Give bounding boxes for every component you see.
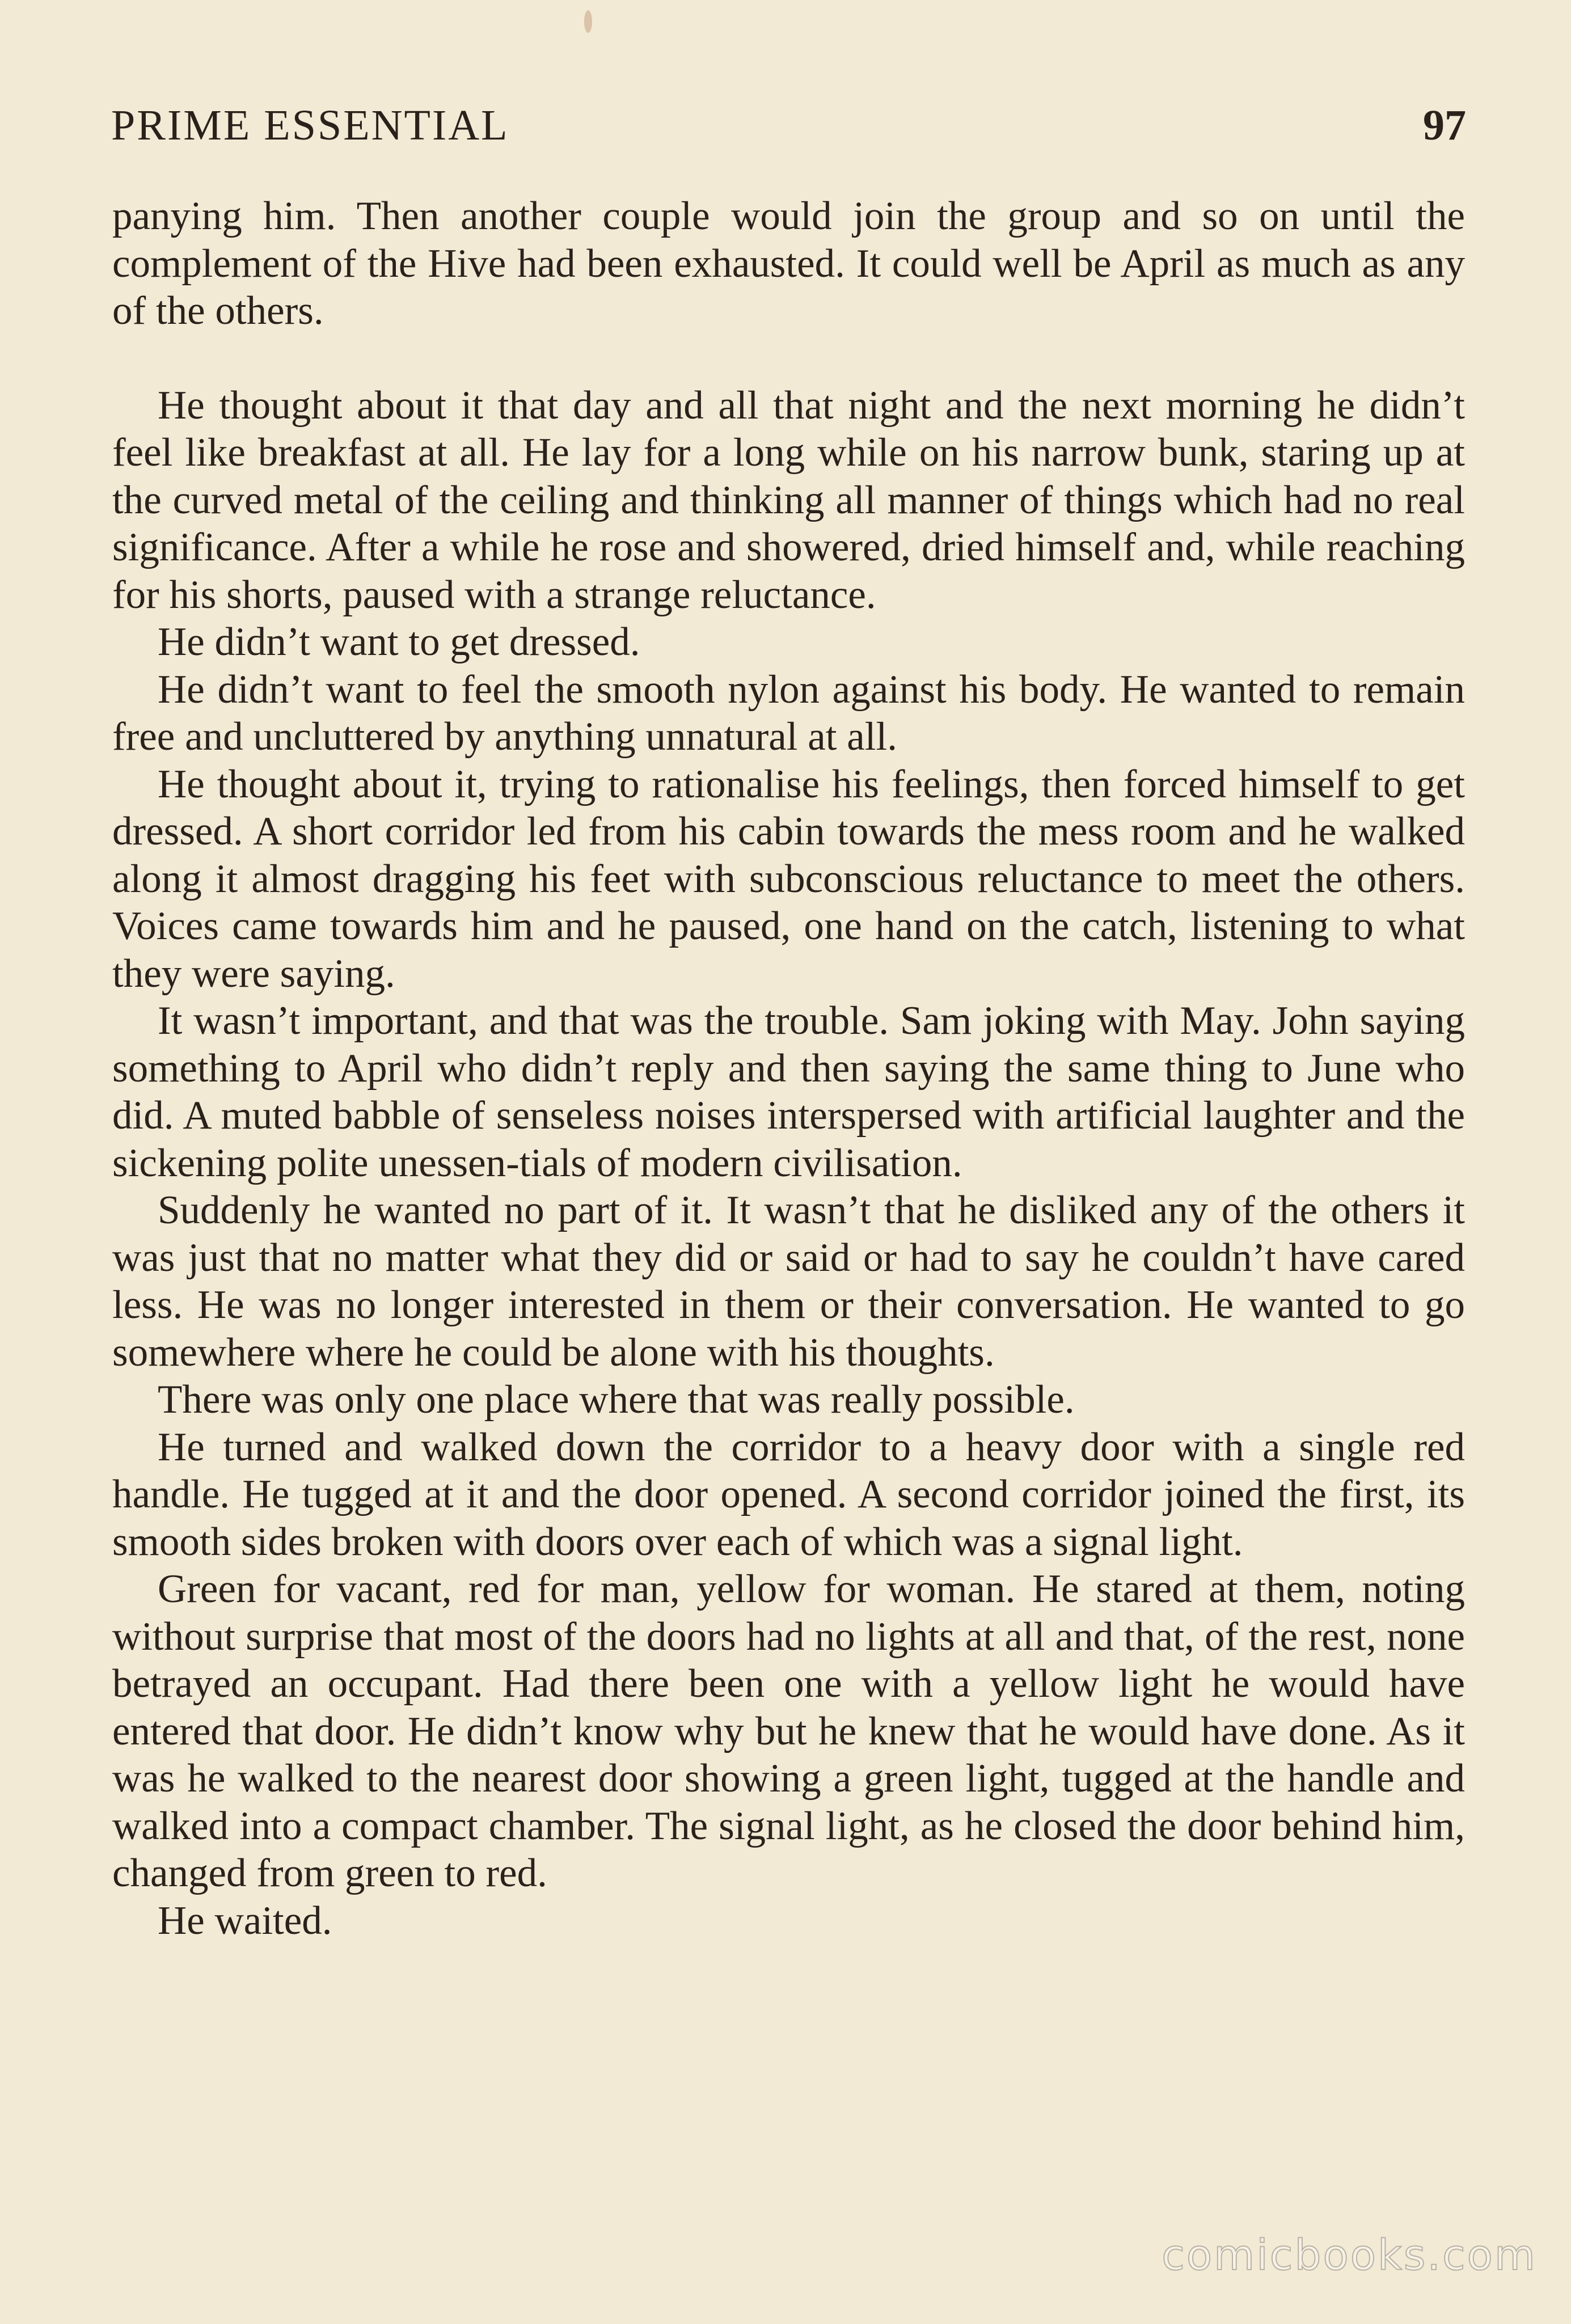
paragraph: He waited. xyxy=(158,1898,332,1943)
paragraph: He didn’t want to get dressed. xyxy=(158,620,640,664)
paragraph: He thought about it, trying to rationalise his feelings, then forced himself to get dressed. A short corridor led from his cabin towards the mess room and he walked along it almost dragging his feet with subconscious reluctance to meet the others. Voices came towards him and he paused, one hand on the catch, listening to what they were saying. xyxy=(112,762,1465,996)
paragraph: He didn’t want to feel the smooth nylon against his body. He wanted to remain free and uncluttered by anything unnatural at all. xyxy=(112,667,1465,759)
page-number: 97 xyxy=(1423,102,1466,149)
paragraph: Green for vacant, red for man, yellow for woman. He stared at them, noting without surprise that most of the doors had no lights at all and that, of the rest, none betrayed an occupant. Had there been one with a yellow light he would have entered that door. He didn’t know why but he knew that he would have done. As it was he walked to the nearest door showing a green light, tugged at the handle and walked into a compact chamber. The signal light, as he closed the door behind him, changed from green to red. xyxy=(112,1567,1465,1895)
paragraph: He turned and walked down the corridor to a heavy door with a single red handle. He tugged at it and the door opened. A second corridor joined the first, its smooth sides broken with doors over each of which was a signal light. xyxy=(112,1425,1465,1564)
body-text xyxy=(112,193,1465,1945)
paragraph: panying him. Then another couple would join the group and so on until the complement of the Hive had been exhausted. It could well be April as much as any of the others. xyxy=(112,194,1465,333)
paper-speck xyxy=(584,10,592,33)
paragraph: Suddenly he wanted no part of it. It wasn’t that he disliked any of the others it was just that no matter what they did or said or had to say he couldn’t have cared less. He was no longer interested in them or their conversation. He wanted to go somewhere where he could be alone with his thoughts. xyxy=(112,1188,1465,1375)
paragraph: There was only one place where that was really possible. xyxy=(158,1378,1075,1422)
paragraph: He thought about it that day and all that night and the next morning he didn’t feel like breakfast at all. He lay for a long while on his narrow bunk, staring up at the curved metal of the ceiling and thinking all manner of things which had no real significance. After a while he rose and showered, dried himself and, while reaching for his shorts, paused with a strange reluctance. xyxy=(112,383,1465,617)
paragraph: It wasn’t important, and that was the trouble. Sam joking with May. John saying something to April who didn’t reply and then saying the same thing to June who did. A muted babble of senseless noises interspersed with artificial laughter and the sickening polite unessen-tials of modern civilisation. xyxy=(112,999,1465,1185)
running-header xyxy=(111,101,1466,152)
watermark: comicbooks.com xyxy=(1162,2231,1537,2280)
running-title: PRIME ESSENTIAL xyxy=(111,102,509,149)
